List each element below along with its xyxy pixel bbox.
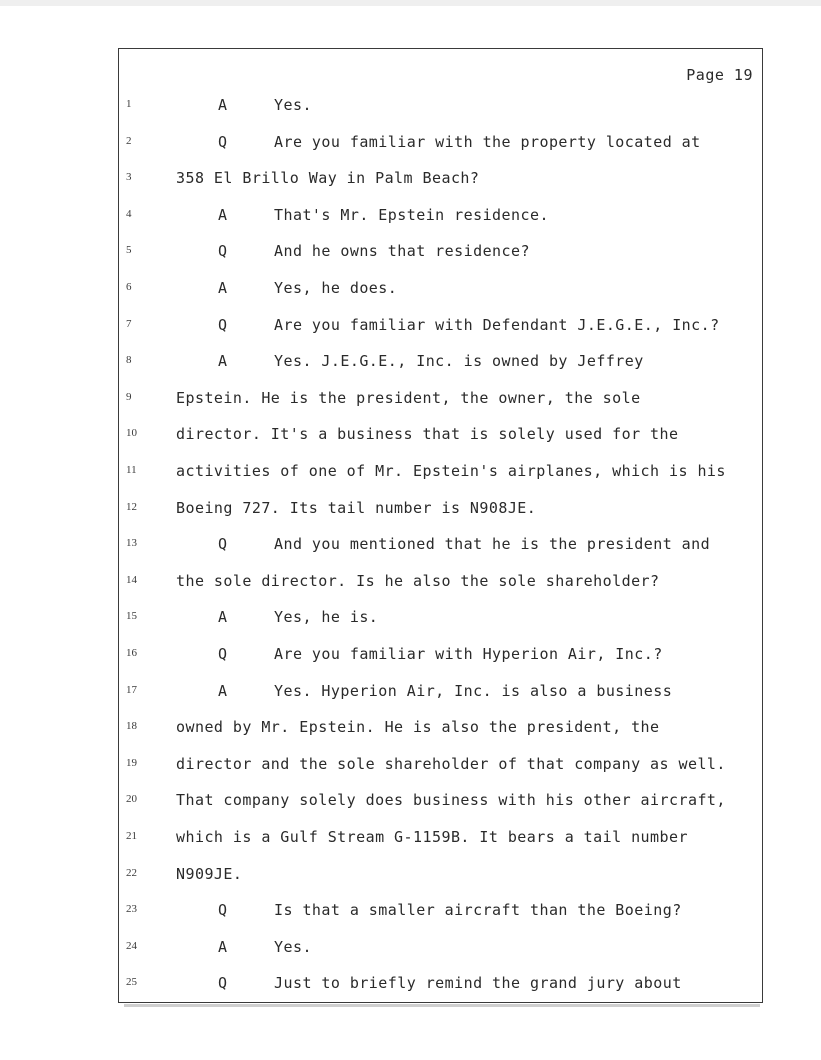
transcript-line (0, 242, 821, 266)
transcript-line (0, 462, 821, 486)
transcript-line (0, 96, 821, 120)
line-number: 10 (126, 427, 137, 440)
line-text: And you mentioned that he is the president and (274, 535, 711, 554)
line-text: Is that a smaller aircraft than the Boeing? (274, 901, 682, 920)
scan-top-edge (0, 0, 821, 6)
transcript-line (0, 352, 821, 376)
line-text: activities of one of Mr. Epstein's airplanes, which is his (176, 462, 726, 480)
line-number: 1 (126, 98, 132, 110)
transcript-line (0, 865, 821, 889)
line-number: 16 (126, 647, 137, 659)
line-text: Yes, he is. (274, 608, 379, 627)
transcript-line (0, 791, 821, 815)
question-marker: Q (218, 645, 228, 663)
transcript-line (0, 938, 821, 962)
line-number: 11 (126, 464, 137, 476)
answer-marker: A (218, 937, 228, 956)
answer-marker: A (218, 279, 228, 297)
line-text: Boeing 727. Its tail number is N908JE. (176, 498, 537, 517)
line-number: 18 (126, 720, 137, 733)
answer-marker: A (218, 681, 228, 700)
line-number: 24 (126, 939, 137, 952)
question-marker: Q (218, 132, 228, 151)
transcript-line (0, 901, 821, 925)
transcript-line (0, 535, 821, 559)
line-number: 14 (126, 573, 137, 586)
line-text: director and the sole shareholder of that company as well. (176, 754, 726, 773)
page-number: Page 19 (686, 66, 753, 84)
line-number: 8 (126, 354, 132, 367)
transcript-line (0, 572, 821, 596)
transcript-line (0, 499, 821, 523)
answer-marker: A (218, 352, 228, 371)
line-number: 3 (126, 171, 132, 184)
transcript-line (0, 206, 821, 230)
line-number: 23 (126, 903, 137, 916)
line-text: Are you familiar with Hyperion Air, Inc.? (274, 645, 663, 663)
transcript-line (0, 279, 821, 303)
line-text: Are you familiar with the property located at (274, 132, 701, 151)
line-number: 12 (126, 500, 137, 513)
line-text: Yes. (274, 96, 312, 114)
question-marker: Q (218, 901, 228, 920)
answer-marker: A (218, 205, 228, 224)
line-text: owned by Mr. Epstein. He is also the president, the (176, 718, 660, 737)
transcript-line (0, 169, 821, 193)
line-number: 6 (126, 281, 132, 293)
line-number: 17 (126, 683, 137, 696)
line-text: 358 El Brillo Way in Palm Beach? (176, 169, 480, 188)
transcript-line (0, 608, 821, 632)
line-text: Yes. Hyperion Air, Inc. is also a business (274, 681, 673, 700)
line-text: Just to briefly remind the grand jury about (274, 974, 682, 993)
transcript-line (0, 133, 821, 157)
line-text: That company solely does business with his other aircraft, (176, 791, 726, 810)
question-marker: Q (218, 242, 228, 261)
line-number: 25 (126, 976, 137, 989)
line-text: N909JE. (176, 864, 243, 883)
line-number: 15 (126, 610, 137, 623)
line-text: That's Mr. Epstein residence. (274, 205, 549, 224)
answer-marker: A (218, 608, 228, 627)
line-text: Yes, he does. (274, 279, 398, 297)
transcript-line (0, 682, 821, 706)
line-text: And he owns that residence? (274, 242, 530, 261)
answer-marker: A (218, 96, 228, 114)
page-bottom-shadow (124, 1004, 760, 1007)
line-number: 13 (126, 537, 137, 550)
question-marker: Q (218, 315, 228, 334)
line-text: director. It's a business that is solely used for the (176, 425, 679, 444)
line-number: 19 (126, 756, 137, 769)
line-number: 9 (126, 390, 132, 403)
transcript-line (0, 389, 821, 413)
transcript-line (0, 645, 821, 669)
line-text: the sole director. Is he also the sole shareholder? (176, 571, 660, 590)
line-number: 4 (126, 207, 132, 220)
line-number: 2 (126, 134, 132, 147)
transcript-line (0, 316, 821, 340)
line-text: Epstein. He is the president, the owner, the sole (176, 388, 641, 407)
line-text: which is a Gulf Stream G-1159B. It bears a tail number (176, 828, 688, 846)
transcript-line (0, 755, 821, 779)
line-number: 20 (126, 793, 137, 806)
line-text: Yes. (274, 937, 312, 956)
line-number: 5 (126, 244, 132, 257)
line-text: Yes. J.E.G.E., Inc. is owned by Jeffrey (274, 352, 644, 371)
question-marker: Q (218, 974, 228, 993)
transcript-line (0, 718, 821, 742)
transcript-line (0, 974, 821, 998)
line-number: 7 (126, 317, 132, 330)
line-text: Are you familiar with Defendant J.E.G.E., Inc.? (274, 315, 720, 334)
question-marker: Q (218, 535, 228, 554)
transcript-line (0, 425, 821, 449)
line-number: 21 (126, 830, 137, 842)
line-number: 22 (126, 866, 137, 879)
transcript-line (0, 828, 821, 852)
